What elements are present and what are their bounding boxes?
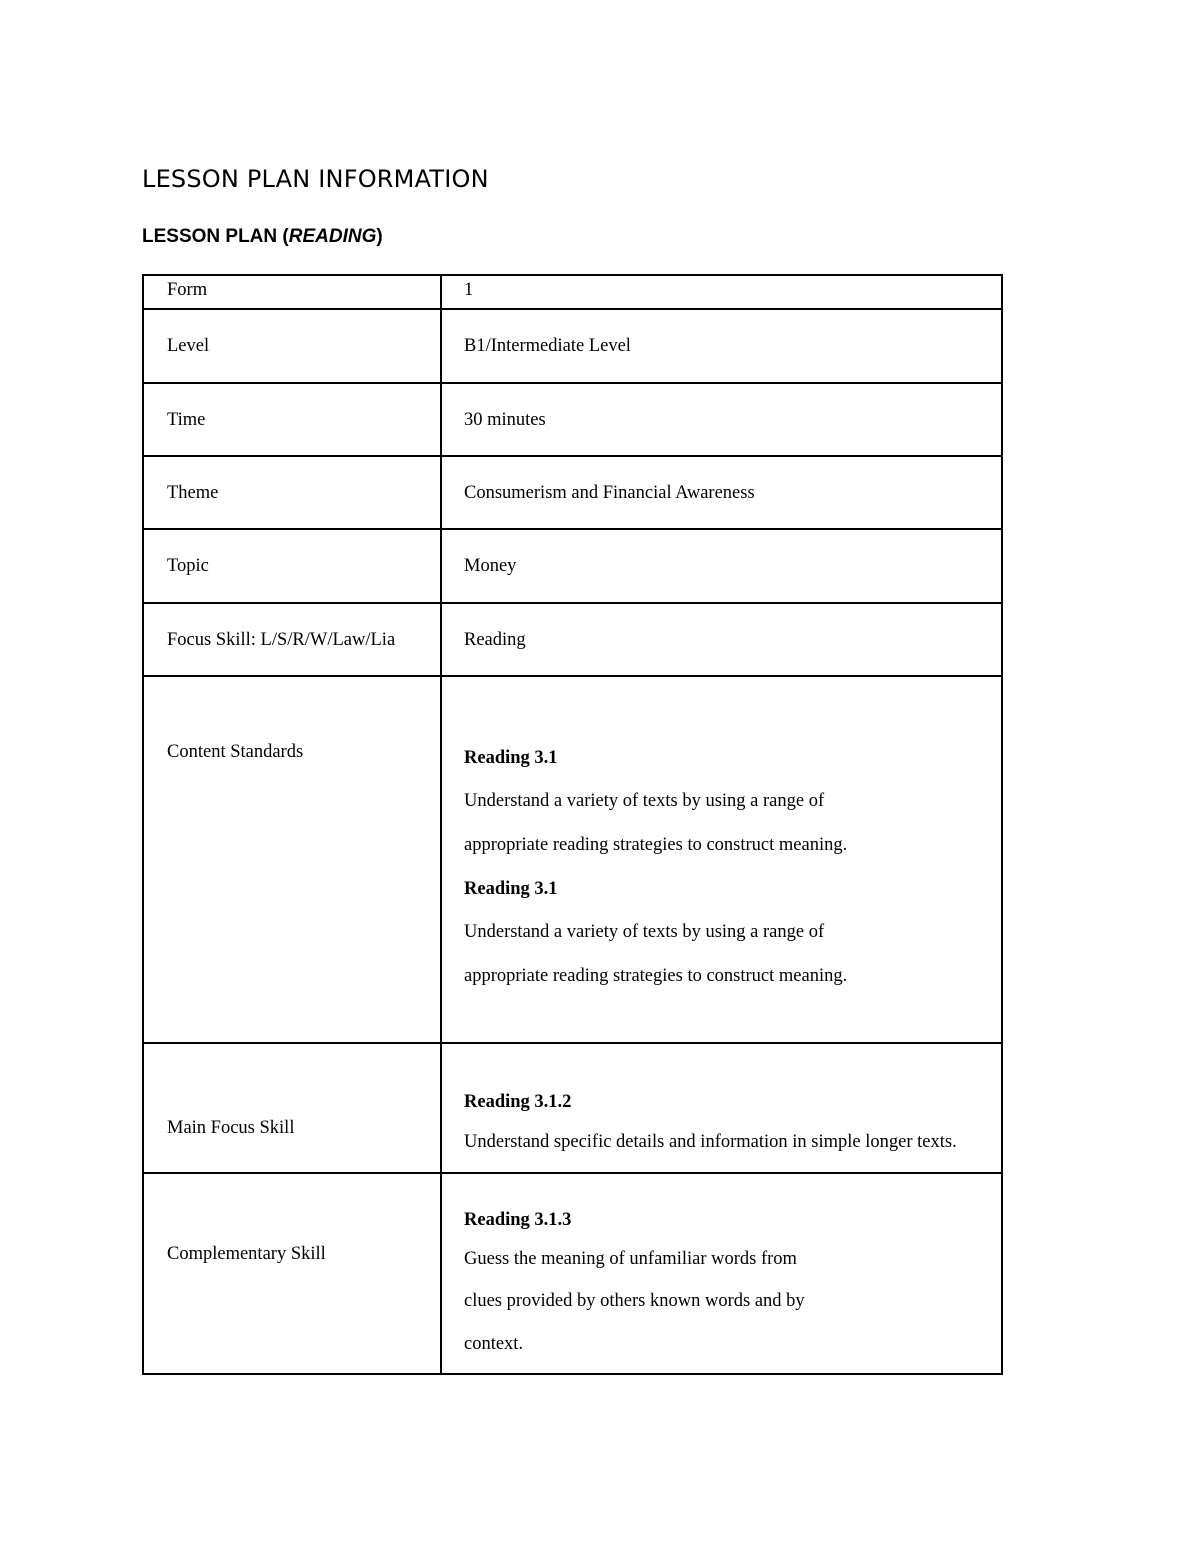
form-label-cell: [143, 275, 441, 309]
topic-label: Topic: [167, 556, 209, 576]
level-label-cell: [143, 309, 441, 383]
main-focus-skill-label: Main Focus Skill: [167, 1118, 295, 1138]
content-standard-line: Understand a variety of texts by using a range of: [464, 791, 825, 811]
content-standards-label: Content Standards: [167, 741, 304, 762]
content-standards-label-cell: [143, 676, 441, 1043]
theme-label: Theme: [167, 482, 219, 503]
theme-value: Consumerism and Financial Awareness: [464, 482, 755, 503]
focus-skill-value: Reading: [464, 629, 526, 650]
lesson-plan-subtitle: [142, 224, 383, 250]
table-row-focus-skill: [143, 603, 1002, 676]
content-standard-code: Reading 3.1: [464, 879, 558, 899]
subtitle-suffix: ): [376, 226, 383, 247]
theme-label-cell: [143, 456, 441, 529]
time-value-cell: [441, 383, 1002, 456]
table-row-content-standards: [143, 676, 1002, 1043]
complementary-skill-description: [464, 1238, 989, 1366]
subtitle-prefix: LESSON PLAN (: [142, 226, 289, 247]
table-row-theme: [143, 456, 1002, 529]
content-standard-code: Reading 3.1: [464, 748, 558, 768]
table-row-time: [143, 383, 1002, 456]
complementary-skill-value-cell: [441, 1173, 1002, 1374]
table-row-form: [143, 275, 1002, 309]
time-label-cell: [143, 383, 441, 456]
topic-value: Money: [464, 556, 517, 576]
time-label: Time: [167, 409, 206, 430]
level-label: Level: [167, 336, 210, 356]
content-standard-line: appropriate reading strategies to construct meaning.: [464, 835, 848, 855]
main-focus-skill-code: Reading 3.1.2: [464, 1091, 572, 1112]
complementary-skill-label: Complementary Skill: [167, 1243, 326, 1264]
complementary-skill-line: context.: [464, 1333, 524, 1354]
focus-skill-label-cell: [143, 603, 441, 676]
time-value: 30 minutes: [464, 409, 546, 430]
complementary-skill-label-cell: [143, 1173, 441, 1374]
level-value: B1/Intermediate Level: [464, 336, 631, 356]
form-label: Form: [167, 280, 208, 300]
content-standards-value-cell: [441, 676, 1002, 1043]
form-value: 1: [464, 280, 474, 300]
complementary-skill-line: Guess the meaning of unfamiliar words from: [464, 1248, 797, 1269]
focus-skill-label: Focus Skill: L/S/R/W/Law/Lia: [167, 629, 396, 650]
main-focus-skill-value-cell: [441, 1043, 1002, 1173]
table-row-topic: [143, 529, 1002, 603]
content-standard-description: [464, 910, 989, 998]
form-value-cell: [441, 275, 1002, 309]
subtitle-emphasis: READING: [288, 226, 377, 247]
main-focus-skill-label-cell: [143, 1043, 441, 1173]
lesson-plan-table: [142, 274, 1003, 1375]
theme-value-cell: [441, 456, 1002, 529]
main-focus-skill-description: Understand specific details and information in simple longer texts.: [464, 1131, 957, 1152]
table-row-main-focus-skill: [143, 1043, 1002, 1173]
page-title: LESSON PLAN INFORMATION: [142, 165, 489, 193]
content-standard-description: [464, 779, 989, 867]
content-standard-line: Understand a variety of texts by using a range of: [464, 922, 825, 942]
level-value-cell: [441, 309, 1002, 383]
topic-value-cell: [441, 529, 1002, 603]
table-row-complementary-skill: [143, 1173, 1002, 1374]
topic-label-cell: [143, 529, 441, 603]
table-row-level: [143, 309, 1002, 383]
complementary-skill-code: Reading 3.1.3: [464, 1209, 572, 1230]
complementary-skill-line: clues provided by others known words and by: [464, 1291, 805, 1312]
content-standard-line: appropriate reading strategies to construct meaning.: [464, 966, 848, 986]
focus-skill-value-cell: [441, 603, 1002, 676]
